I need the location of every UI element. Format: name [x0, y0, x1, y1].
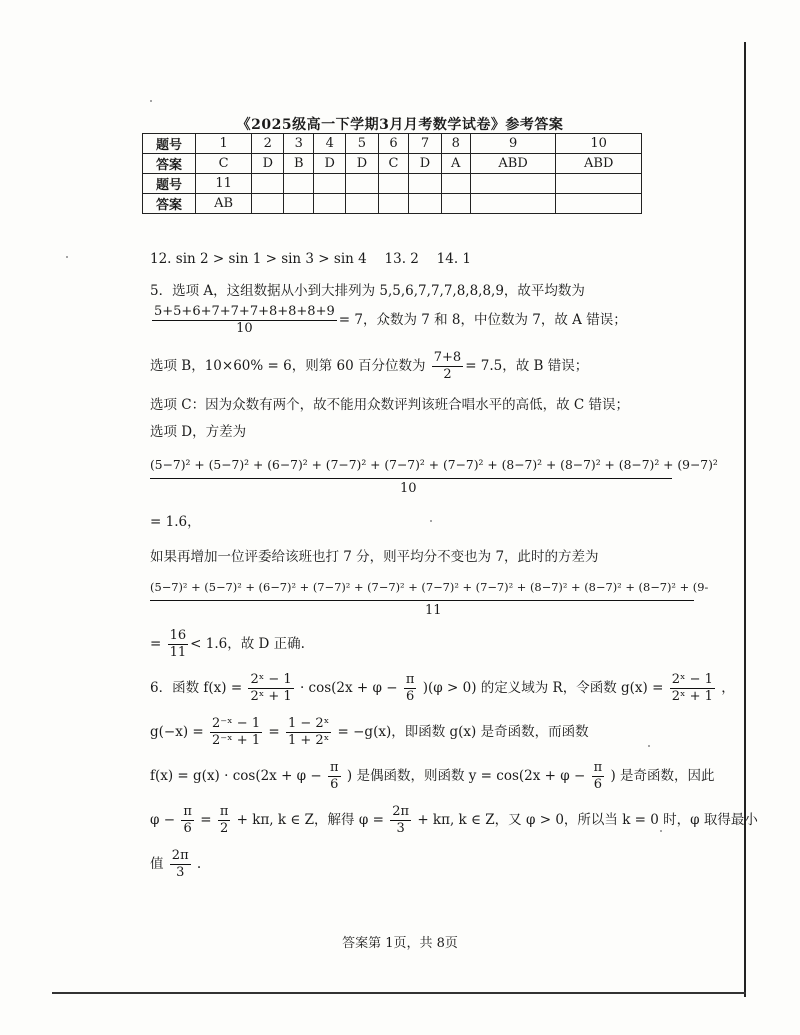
q5-option-b-tail: = 7.5，故 B 错误；	[465, 358, 589, 374]
mean-fraction	[152, 304, 337, 337]
bottom-border-line	[52, 992, 746, 994]
fraction-numerator: 7+8	[433, 350, 462, 365]
fraction	[181, 804, 194, 837]
text: ) 是奇函数，因此	[610, 768, 715, 784]
fraction-denominator: 6	[183, 821, 192, 836]
q5-intro: 5．选项 A，这组数据从小到大排列为 5,5,6,7,7,7,8,8,8,9，故平均数为	[150, 283, 585, 299]
table-cell	[314, 194, 346, 214]
table-cell	[284, 194, 314, 214]
fraction	[670, 672, 715, 705]
table-cell	[346, 194, 378, 214]
scan-speck	[66, 256, 68, 258]
fraction	[218, 804, 231, 837]
table-cell	[470, 174, 556, 194]
table-cell	[556, 174, 642, 194]
table-cell	[378, 194, 409, 214]
fraction-numerator: π	[593, 760, 603, 775]
fraction-numerator: 2π	[392, 804, 410, 819]
row-label: 题号	[143, 134, 196, 154]
fraction-denominator: 6	[406, 689, 415, 704]
answer-table	[142, 133, 642, 214]
fraction-denominator: 3	[396, 821, 405, 836]
table-cell: D	[346, 154, 378, 174]
equals-sign: =	[150, 636, 162, 652]
fraction-numerator: 2⁻ˣ − 1	[212, 716, 261, 731]
table-cell	[470, 194, 556, 214]
fraction-numerator: 16	[169, 628, 187, 643]
table-cell: 10	[556, 134, 642, 154]
q5-extra-judge: 如果再增加一位评委给该班也打 7 分，则平均分不变也为 7，此时的方差为	[150, 549, 599, 565]
text: .	[196, 856, 202, 872]
table-cell: AB	[196, 194, 252, 214]
variance-denominator: 10	[400, 481, 417, 496]
fraction-denominator: 2ˣ + 1	[250, 689, 292, 704]
table-cell: 2	[252, 134, 284, 154]
text: ，	[721, 680, 735, 696]
row-label: 答案	[143, 194, 196, 214]
fraction-numerator: π	[405, 672, 415, 687]
q6-line-2	[150, 716, 589, 749]
page-footer: 答案第 1页，共 8页	[342, 936, 458, 951]
table-cell: 5	[346, 134, 378, 154]
table-cell	[556, 194, 642, 214]
fraction-denominator: 2ˣ + 1	[671, 689, 713, 704]
table-row	[143, 174, 642, 194]
text: =	[200, 812, 212, 828]
fraction-denominator: 2⁻ˣ + 1	[212, 733, 261, 748]
fraction-denominator: 6	[593, 777, 602, 792]
q6-line-1	[150, 672, 735, 705]
table-cell	[409, 174, 441, 194]
table-row	[143, 154, 642, 174]
fraction-denominator: 10	[236, 321, 253, 336]
fraction-numerator: π	[219, 804, 229, 819]
fraction-numerator: 2ˣ − 1	[671, 672, 713, 687]
variance-result: = 1.6，	[150, 514, 201, 530]
variance2-result	[150, 628, 305, 661]
fraction	[592, 760, 605, 793]
table-cell	[378, 174, 409, 194]
right-border-line	[744, 42, 746, 997]
table-cell: D	[409, 154, 441, 174]
fraction-numerator: π	[183, 804, 192, 819]
table-cell: 8	[441, 134, 470, 154]
fraction-denominator: 3	[176, 865, 185, 880]
table-cell	[252, 174, 284, 194]
q5-option-d-head: 选项 D，方差为	[150, 424, 247, 440]
text: 值	[150, 856, 164, 872]
text: ) 是偶函数，则函数 y = cos(2x + φ −	[346, 768, 586, 784]
q5-option-b-head: 选项 B，10×60% = 6，则第 60 百分位数为	[150, 358, 426, 374]
percentile-fraction	[432, 350, 463, 383]
table-cell	[346, 174, 378, 194]
table-cell: 4	[314, 134, 346, 154]
table-cell: 7	[409, 134, 441, 154]
scan-speck	[648, 745, 650, 747]
scan-speck	[150, 100, 152, 102]
fraction-numerator: 5+5+6+7+7+7+8+8+8+9	[154, 304, 335, 319]
text: 6．函数 f(x) =	[150, 680, 243, 696]
text: + kπ, k ∈ Z，又 φ > 0，所以当 k = 0 时，φ 取得最小	[417, 812, 758, 828]
fraction-denominator: 6	[330, 777, 339, 792]
table-cell: A	[441, 154, 470, 174]
table-cell	[284, 174, 314, 194]
q6-line-4	[150, 804, 758, 837]
q5-option-d-conclusion: < 1.6，故 D 正确.	[190, 636, 305, 652]
fraction	[248, 672, 293, 705]
table-cell	[409, 194, 441, 214]
fraction-denominator: 2	[443, 367, 452, 382]
row-label: 答案	[143, 154, 196, 174]
table-cell: B	[284, 154, 314, 174]
q5-mean-line	[150, 304, 627, 337]
scan-speck	[430, 520, 432, 522]
table-row	[143, 134, 642, 154]
table-cell: 6	[378, 134, 409, 154]
variance-numerator: (5−7)² + (5−7)² + (6−7)² + (7−7)² + (7−7)² + (7−7)² + (8−7)² + (8−7)² + (8−7)² + (9−7)²	[150, 458, 718, 472]
q6-line-3	[150, 760, 715, 793]
table-cell: ABD	[556, 154, 642, 174]
fraction-bar	[150, 600, 694, 601]
answers-12-to-14: 12. sin 2 > sin 1 > sin 3 > sin 4 13. 2 14. 1	[150, 251, 472, 267]
table-cell: 1	[196, 134, 252, 154]
fraction-numerator: 2ˣ − 1	[250, 672, 292, 687]
q5-option-a-conclusion: = 7，众数为 7 和 8，中位数为 7，故 A 错误；	[338, 312, 627, 328]
table-cell: 11	[196, 174, 252, 194]
fraction-bar	[150, 478, 672, 479]
table-cell: 9	[470, 134, 556, 154]
q5-option-b	[150, 350, 588, 383]
text: + kπ, k ∈ Z，解得 φ =	[236, 812, 384, 828]
table-cell	[252, 194, 284, 214]
fraction	[390, 804, 411, 837]
fraction-denominator: 11	[169, 645, 187, 660]
fraction	[210, 716, 262, 749]
table-row	[143, 194, 642, 214]
fraction	[170, 848, 191, 881]
table-cell: ABD	[470, 154, 556, 174]
q5-option-c: 选项 C：因为众数有两个，故不能用众数评判该班合唱水平的高低，故 C 错误；	[150, 397, 630, 413]
fraction-numerator: 2π	[171, 848, 189, 863]
text: g(−x) =	[150, 724, 204, 740]
q6-line-5	[150, 848, 201, 881]
scan-speck	[660, 830, 662, 832]
table-cell: D	[314, 154, 346, 174]
table-cell: D	[252, 154, 284, 174]
variance2-denominator: 11	[425, 603, 442, 618]
table-cell: C	[196, 154, 252, 174]
fraction-numerator: 1 − 2ˣ	[288, 716, 330, 731]
text: = −g(x)，即函数 g(x) 是奇函数，而函数	[337, 724, 589, 740]
document-title: 《2025级高一下学期3月月考数学试卷》参考答案	[236, 117, 564, 133]
text: φ −	[150, 812, 176, 828]
result-fraction	[168, 628, 189, 661]
fraction-numerator: π	[330, 760, 339, 775]
table-cell: C	[378, 154, 409, 174]
fraction	[286, 716, 331, 749]
text: =	[268, 724, 280, 740]
table-cell	[441, 194, 470, 214]
text: · cos(2x + φ −	[299, 680, 398, 696]
text: )(φ > 0) 的定义域为 R，令函数 g(x) =	[422, 680, 664, 696]
fraction	[328, 760, 341, 793]
variance2-numerator: (5−7)² + (5−7)² + (6−7)² + (7−7)² + (7−7)² + (7−7)² + (7−7)² + (8−7)² + (8−7)² + (8−7)² + (9-	[150, 580, 709, 594]
text: f(x) = g(x) · cos(2x + φ −	[150, 768, 322, 784]
fraction-denominator: 2	[219, 821, 229, 836]
fraction	[404, 672, 417, 705]
table-cell: 3	[284, 134, 314, 154]
row-label: 题号	[143, 174, 196, 194]
table-cell	[441, 174, 470, 194]
fraction-denominator: 1 + 2ˣ	[288, 733, 330, 748]
table-cell	[314, 174, 346, 194]
